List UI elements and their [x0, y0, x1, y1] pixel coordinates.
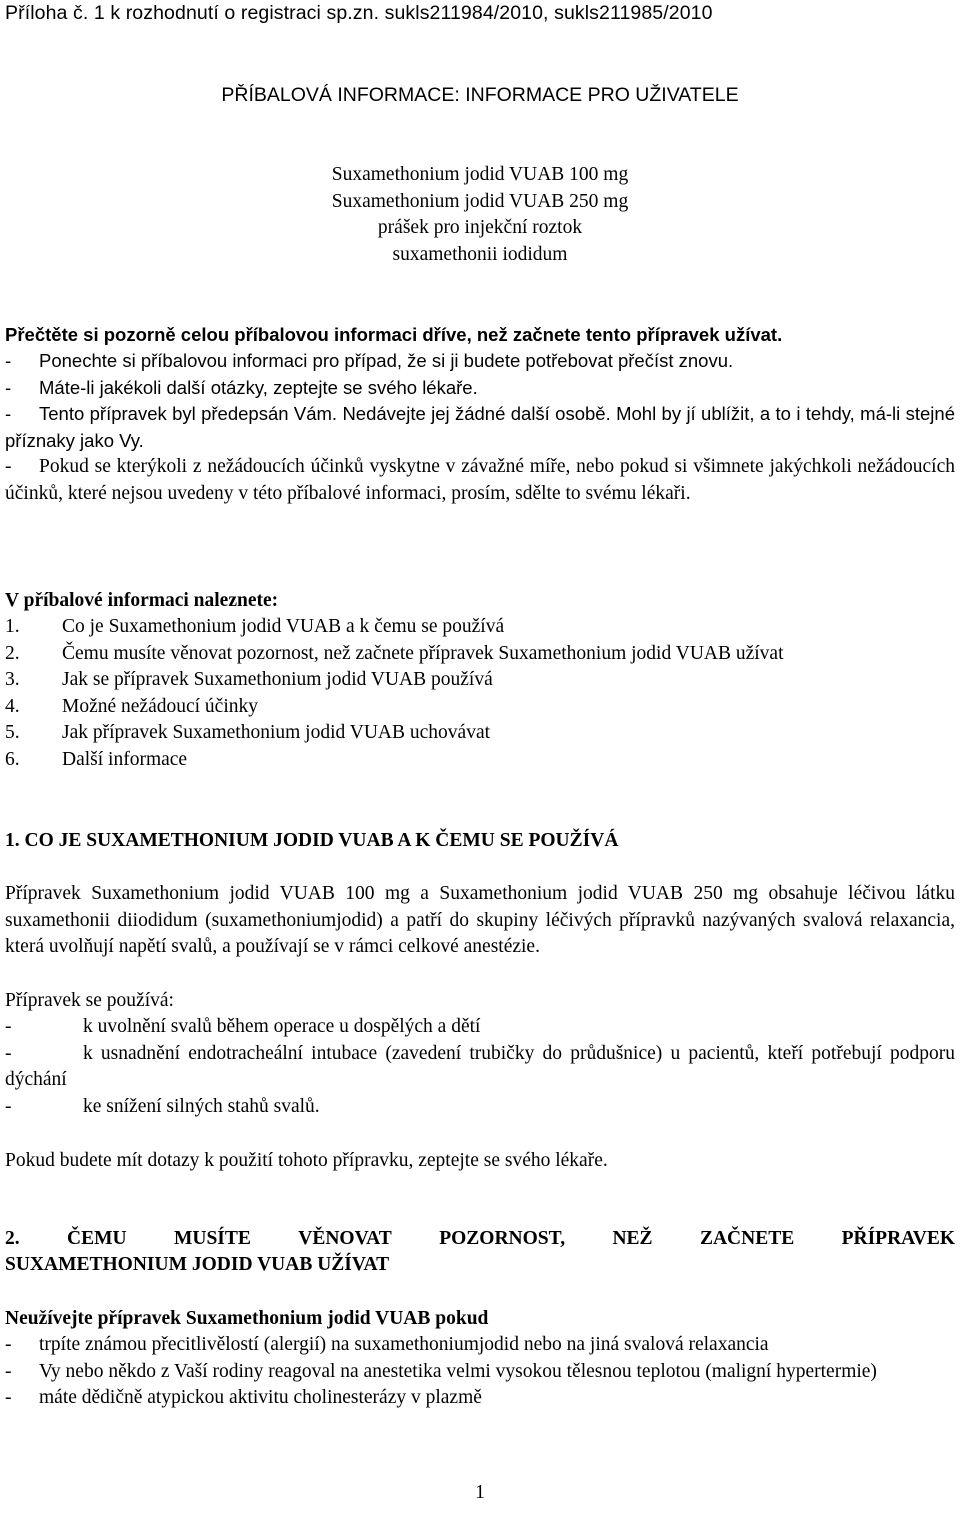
product-form: prášek pro injekční roztok	[377, 217, 583, 238]
section-2-heading-line-2: SUXAMETHONIUM JODID VUAB UŽÍVAT	[5, 1254, 390, 1275]
section-1-paragraph: Přípravek Suxamethonium jodid VUAB 100 mg a Suxamethonium jodid VUAB 250 mg obsahuje léčivou látku suxamethonii diiodidum (suxamethoniumjodid) a patří do skupiny léčivých přípravků nazývaných svalová relaxancia, která uvolňují napětí svalů, a používají se v rámci celkové anestézie.	[5, 883, 955, 957]
toc-heading: V příbalové informaci naleznete:	[5, 590, 279, 611]
intro-bullet: - Tento přípravek byl předepsán Vám. Nedávejte jej žádné další osobě. Mohl by jí ublížit, a to i tehdy, má-li stejné příznaky jako Vy.	[5, 403, 955, 451]
toc-item: 1. Co je Suxamethonium jodid VUAB a k čemu se používá	[5, 616, 505, 637]
section-1-closing: Pokud budete mít dotazy k použití tohoto přípravku, zeptejte se svého lékaře.	[5, 1150, 608, 1171]
toc-list	[5, 614, 784, 773]
uses-item: - k usnadnění endotracheální intubace (zavedení trubičky do průdušnice) u pacientů, kteří potřebují podporu dýchání	[5, 1042, 955, 1090]
annex-reference: Příloha č. 1 k rozhodnutí o registraci sp.zn. sukls211984/2010, sukls211985/2010	[5, 2, 713, 24]
intro-bullet-side-effects: - Pokud se kterýkoli z nežádoucích účinků vyskytne v závažné míře, nebo pokud si všimnete jakýchkoli nežádoucích účinků, které nejsou uvedeny v této příbalové informaci, prosím, sdělte to svému lékaři.	[5, 456, 955, 504]
contraindication-item: - Vy nebo někdo z Vaší rodiny reagoval na anestetika velmi vysokou tělesnou teplotou (maligní hypertermie)	[5, 1360, 877, 1382]
active-substance: suxamethonii iodidum	[392, 243, 568, 265]
section-1-heading: 1. CO JE SUXAMETHONIUM JODID VUAB A K ČEMU SE POUŽÍVÁ	[5, 830, 619, 851]
toc-item: 3. Jak se přípravek Suxamethonium jodid VUAB používá	[5, 669, 493, 690]
product-name-100mg: Suxamethonium jodid VUAB 100 mg	[331, 164, 629, 185]
read-warning: Přečtěte si pozorně celou příbalovou informaci dříve, než začnete tento přípravek užívat.	[5, 324, 783, 345]
intro-bullet: - Ponechte si příbalovou informaci pro případ, že si ji budete potřebovat přečíst znovu.	[5, 350, 734, 371]
uses-heading: Přípravek se používá:	[5, 990, 174, 1011]
product-title-block	[5, 162, 955, 268]
toc-item: 2. Čemu musíte věnovat pozornost, než začnete přípravek Suxamethonium jodid VUAB užívat	[5, 642, 784, 664]
uses-item: - k uvolnění svalů během operace u dospělých a dětí	[5, 1016, 481, 1037]
page-number: 1	[475, 1482, 485, 1503]
leaflet-title: PŘÍBALOVÁ INFORMACE: INFORMACE PRO UŽIVATELE	[221, 84, 739, 106]
product-name-250mg: Suxamethonium jodid VUAB 250 mg	[331, 190, 629, 212]
uses-list	[5, 1014, 955, 1120]
toc-item: 5. Jak přípravek Suxamethonium jodid VUAB uchovávat	[5, 722, 491, 743]
intro-bullet-list	[5, 348, 955, 454]
section-2-subheading: Neužívejte přípravek Suxamethonium jodid VUAB pokud	[5, 1308, 489, 1329]
contraindication-item: - trpíte známou přecitlivělostí (alergií) na suxamethoniumjodid nebo na jiná svalová relaxancia	[5, 1334, 769, 1355]
contraindications-list	[5, 1332, 955, 1412]
section-2-heading: 2. ČEMU MUSÍTE VĚNOVAT POZORNOST, NEŽ ZAČNETE PŘÍPRAVEK	[5, 1228, 955, 1249]
contraindication-item: - máte dědičně atypickou aktivitu cholinesterázy v plazmě	[5, 1387, 482, 1408]
intro-bullet: - Máte-li jakékoli další otázky, zeptejte se svého lékaře.	[5, 376, 478, 398]
uses-item: - ke snížení silných stahů svalů.	[5, 1095, 320, 1117]
toc-item: 4. Možné nežádoucí účinky	[5, 695, 259, 717]
toc-item: 6. Další informace	[5, 748, 188, 770]
